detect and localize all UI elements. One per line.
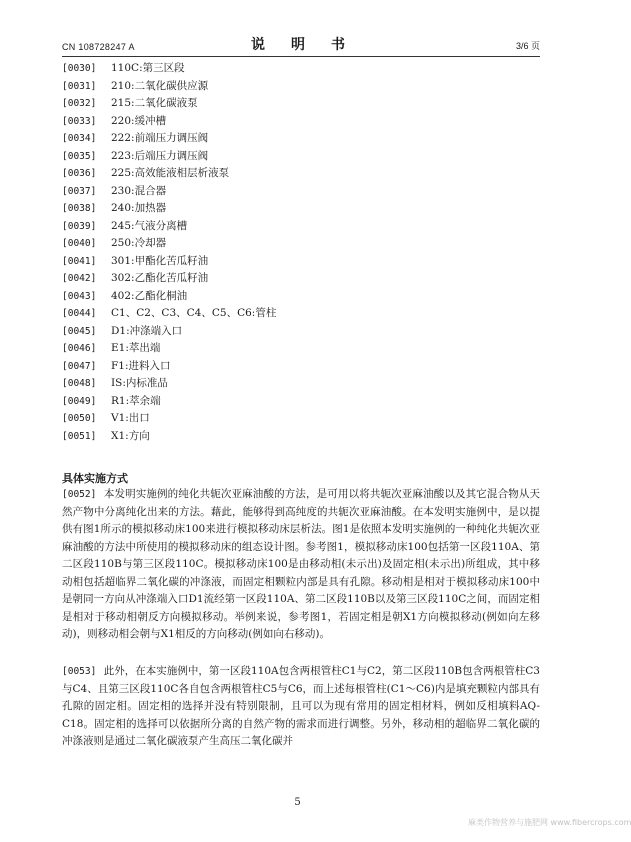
paragraph-number: [0030]	[62, 63, 97, 74]
reference-sign-text: IS:内标准品	[111, 377, 168, 389]
paragraph-number: [0047]	[62, 360, 97, 372]
paragraph-0053	[62, 663, 540, 751]
reference-sign-text: 210:二氧化碳供应源	[111, 79, 209, 92]
reference-sign-text: R1:萃余端	[111, 394, 161, 407]
paragraph-text: 本发明实施例的纯化共轭次亚麻油酸的方法，是可用以将共轭次亚麻油酸以及其它混合物从天然产物中分离纯化出来的方法。藉此，能够得到高纯度的共轭次亚麻油酸。在本发明实施例中，是以提供有图1所示的模拟移动床100来进行模拟移动床层析法。图1是依照本发明实施例的一种纯化共轭次亚麻油酸的方法中所使用的模拟移动床的组态设计图。参考图1，模拟移动床100包括第一区段110A、第二区段110B与第三区段110C。模拟移动床100是由移动相(未示出)及固定相(未示出)所组成，其中移动相包括超临界二氧化碳的冲涤液，而固定相颗粒内部是具有孔隙。移动相是相对于模拟移动床100中是朝同一方向从冲涤端入口D1流经第一区段110A、第二区段110B以及第三区段110C之间，而固定相是相对于移动相朝反方向模拟移动。举例来说，参考图1，若固定相是朝X1方向模拟移动(例如向左移动)，则移动相会朝与X1相反的方向移动(例如向右移动)。	[62, 488, 540, 640]
list-item	[62, 393, 540, 411]
reference-sign-text: 222:前端压力调压阀	[111, 132, 209, 144]
list-item	[62, 323, 540, 341]
reference-sign-text: 301:甲酯化苦瓜籽油	[111, 254, 209, 267]
reference-sign-text: 245:气液分离槽	[111, 219, 188, 232]
reference-sign-text: 250:冷却器	[111, 237, 167, 249]
reference-sign-text: D1:冲涤端入口	[111, 324, 183, 337]
paragraph-number: [0039]	[62, 220, 97, 232]
reference-sign-text: V1:出口	[111, 412, 150, 424]
list-item	[62, 305, 540, 323]
paragraph-number: [0038]	[62, 203, 97, 214]
list-item	[62, 375, 540, 393]
page-indicator: 3/6 页	[515, 41, 540, 51]
section-heading: 具体实施方式	[62, 472, 128, 485]
paragraph-number: [0036]	[62, 168, 97, 179]
list-item	[62, 358, 540, 376]
list-item	[62, 165, 540, 183]
reference-sign-text: 223:后端压力调压阀	[111, 149, 209, 162]
reference-sign-text: X1:方向	[111, 429, 150, 442]
paragraph-number: [0046]	[62, 343, 97, 354]
page-number: 5	[294, 797, 301, 808]
reference-sign-text: 110C:第三区段	[111, 62, 185, 74]
reference-sign-text: C1、C2、C3、C4、C5、C6:管柱	[111, 307, 277, 319]
paragraph-number: [0034]	[62, 133, 97, 144]
reference-sign-text: 402:乙酯化桐油	[111, 289, 188, 302]
list-item	[62, 288, 540, 306]
list-item	[62, 78, 540, 96]
reference-sign-text: 215:二氧化碳液泵	[111, 97, 198, 109]
list-item	[62, 60, 540, 78]
paragraph-number: [0049]	[62, 395, 97, 407]
reference-sign-text: 230:混合器	[111, 184, 167, 197]
paragraph-number: [0037]	[62, 185, 97, 197]
paragraph-number: [0053]	[62, 666, 97, 677]
document-title: 说 明 书	[251, 37, 351, 53]
paragraph-number: [0042]	[62, 273, 97, 284]
paragraph-number: [0031]	[62, 80, 97, 92]
reference-sign-text: 302:乙酯化苦瓜籽油	[111, 272, 209, 284]
paragraph-number: [0051]	[62, 430, 97, 442]
paragraph-number: [0032]	[62, 98, 97, 109]
list-item	[62, 113, 540, 131]
list-item	[62, 340, 540, 358]
list-item	[62, 130, 540, 148]
reference-sign-text: 225:高效能液相层析液泵	[111, 167, 230, 179]
paragraph-number: [0048]	[62, 378, 97, 389]
list-item	[62, 235, 540, 253]
page-header	[62, 36, 540, 54]
site-watermark: 麻类作物营养与施肥网 www.fibercrops.com	[468, 818, 631, 827]
reference-sign-text: 240:加热器	[111, 202, 167, 214]
reference-sign-text: 220:缓冲槽	[111, 114, 167, 127]
paragraph-number: [0033]	[62, 115, 97, 127]
header-rule	[62, 56, 540, 57]
paragraph-number: [0044]	[62, 308, 97, 319]
paragraph-number: [0035]	[62, 150, 97, 162]
paragraph-number: [0040]	[62, 238, 97, 249]
list-item	[62, 200, 540, 218]
document-number: CN 108728247 A	[62, 42, 135, 52]
reference-sign-text: F1:进料入口	[111, 359, 171, 372]
list-item	[62, 270, 540, 288]
list-item	[62, 183, 540, 201]
reference-sign-list	[62, 60, 540, 445]
paragraph-text: 此外，在本实施例中，第一区段110A包含两根管柱C1与C2，第二区段110B包含两根管柱C3与C4、且第三区段110C各自包含两根管柱C5与C6，而上述每根管柱(C1～C6)内是填充颗粒内部具有孔隙的固定相。固定相的选择并没有特别限制，且可以为现有常用的固定相材料，例如反相填料AQ-C18。固定相的选择可以依据所分离的自然产物的需求而进行调整。另外，移动相的超临界二氧化碳的冲涤液则是通过二氧化碳液泵产生高压二氧化碳并	[62, 665, 540, 747]
list-item	[62, 428, 540, 446]
paragraph-number: [0050]	[62, 413, 97, 424]
list-item	[62, 410, 540, 428]
paragraph-0052	[62, 486, 540, 644]
list-item	[62, 218, 540, 236]
paragraph-number: [0052]	[62, 489, 97, 500]
paragraph-number: [0043]	[62, 290, 97, 302]
list-item	[62, 95, 540, 113]
paragraph-number: [0045]	[62, 325, 97, 337]
list-item	[62, 148, 540, 166]
reference-sign-text: E1:萃出端	[111, 342, 161, 354]
list-item	[62, 253, 540, 271]
paragraph-number: [0041]	[62, 255, 97, 267]
